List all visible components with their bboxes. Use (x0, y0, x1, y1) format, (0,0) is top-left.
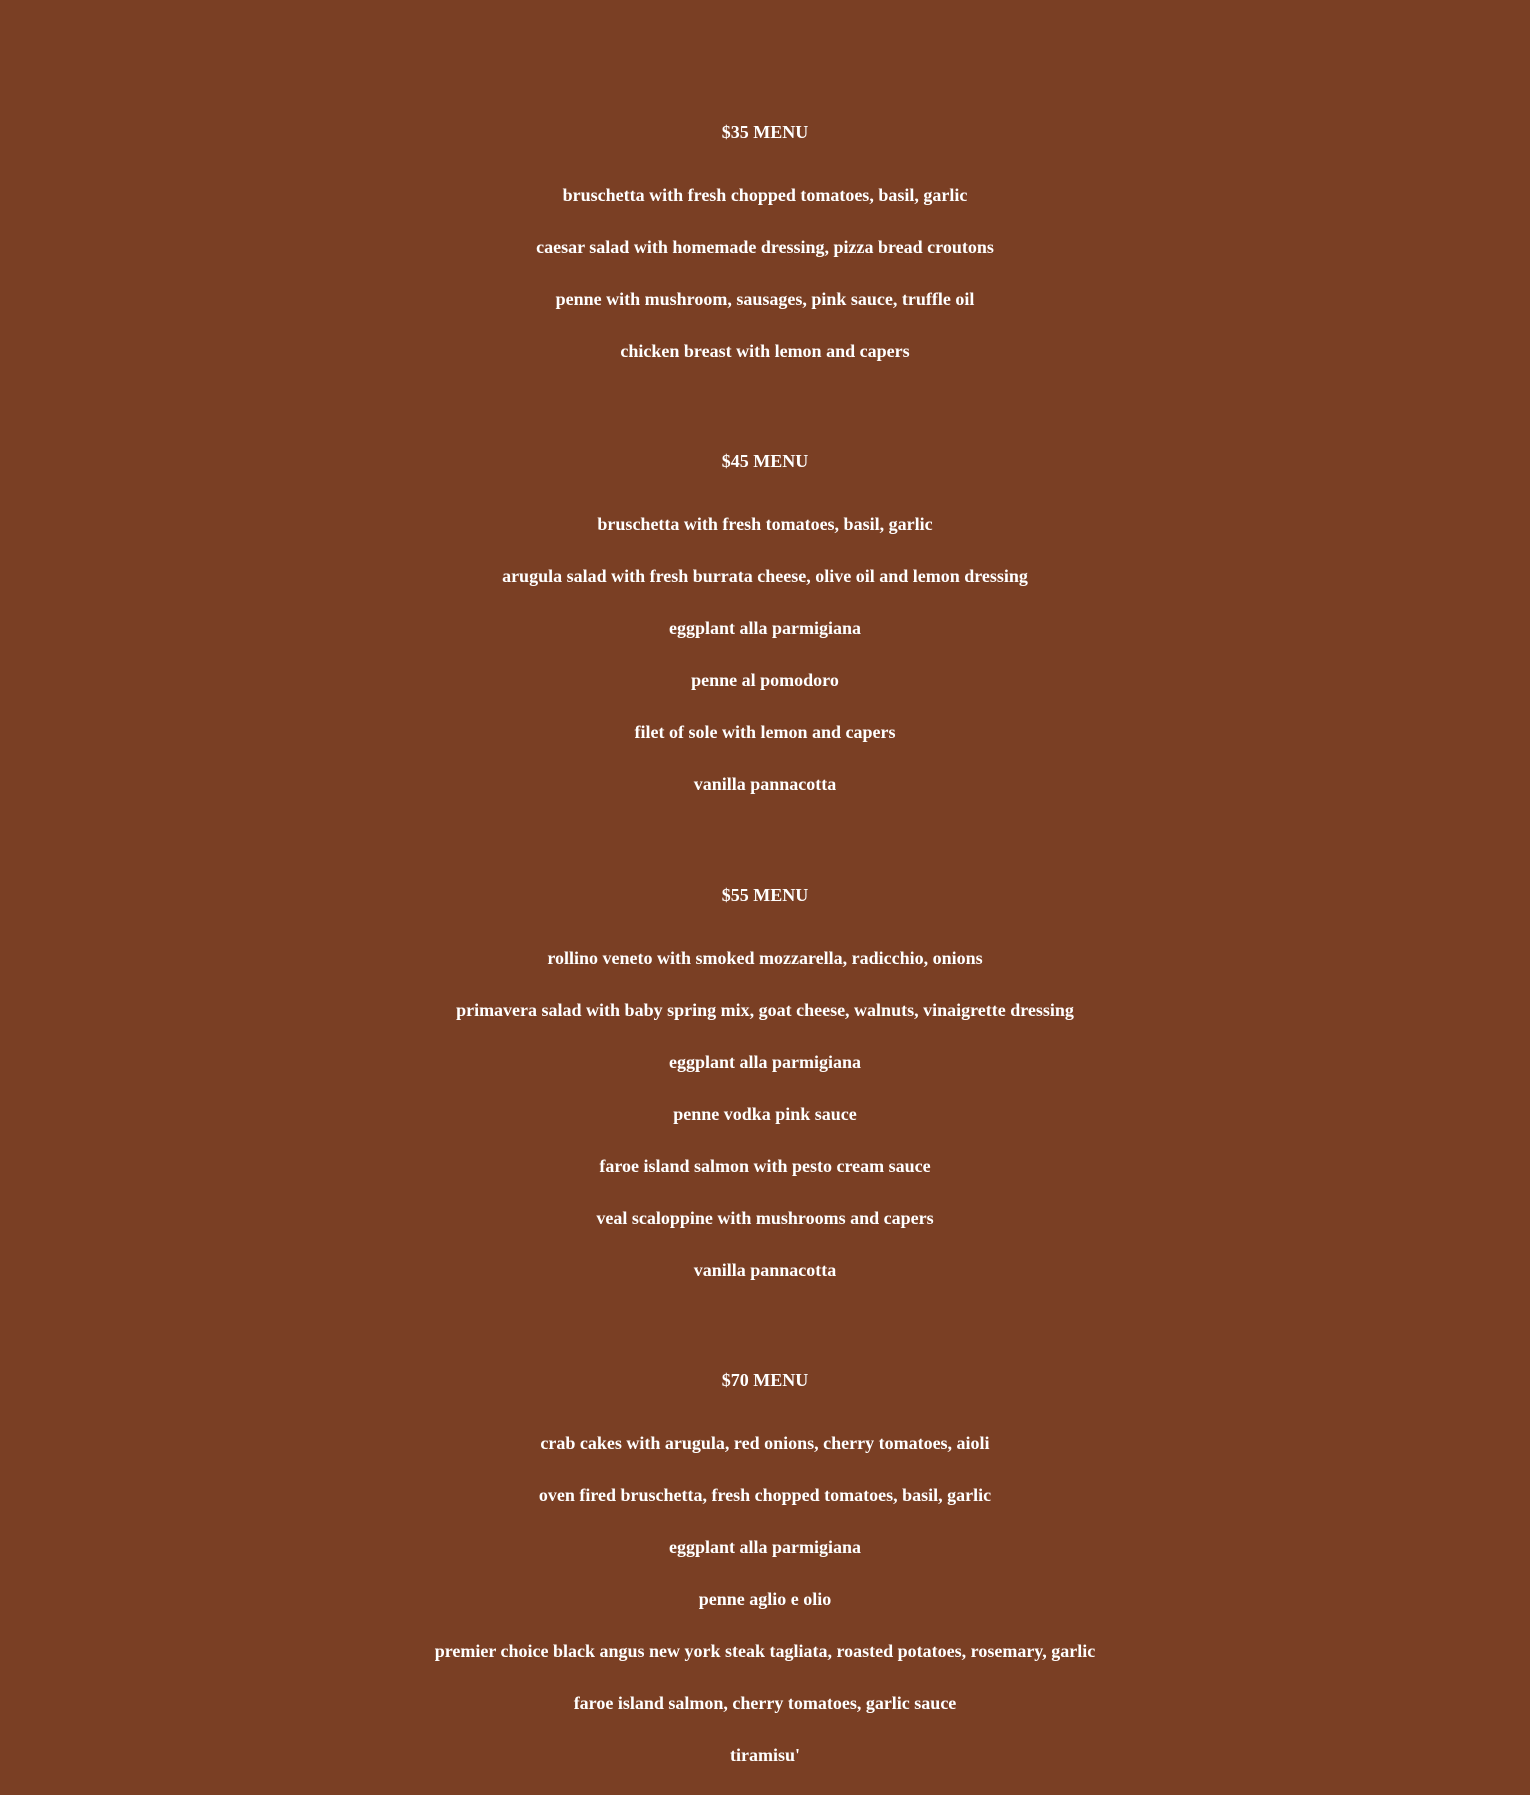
menu-item: chicken breast with lemon and capers (620, 341, 910, 361)
menu-item: rollino veneto with smoked mozzarella, radicchio, onions (547, 948, 983, 968)
menu-item: penne vodka pink sauce (673, 1104, 857, 1124)
menu-section-70 (0, 1368, 1530, 1795)
menu-item: eggplant alla parmigiana (668, 1052, 861, 1072)
menu-item: faroe island salmon, cherry tomatoes, garlic sauce (573, 1693, 957, 1713)
menu-item: tiramisu' (730, 1745, 800, 1765)
menu-title: $55 MENU (721, 885, 809, 905)
menu-item: bruschetta with fresh tomatoes, basil, garlic (597, 514, 933, 534)
menu-item: bruschetta with fresh chopped tomatoes, basil, garlic (562, 185, 968, 205)
menu-item-list (0, 512, 1530, 796)
menu-section-55 (0, 883, 1530, 1310)
menu-item-list (0, 183, 1530, 363)
menu-section-35 (0, 120, 1530, 391)
menu-item: premier choice black angus new york steak tagliata, roasted potatoes, rosemary, garlic (434, 1641, 1096, 1661)
menu-section-45 (0, 449, 1530, 824)
menu-item-list (0, 1431, 1530, 1767)
menu-item: primavera salad with baby spring mix, goat cheese, walnuts, vinaigrette dressing (456, 1000, 1074, 1020)
menu-item: filet of sole with lemon and capers (634, 722, 896, 742)
menu-item: eggplant alla parmigiana (668, 618, 861, 638)
menu-title: $45 MENU (721, 451, 809, 471)
menu-title: $35 MENU (721, 122, 809, 142)
menu-item: penne aglio e olio (698, 1589, 832, 1609)
menu-item: faroe island salmon with pesto cream sauce (599, 1156, 931, 1176)
menu-item: veal scaloppine with mushrooms and capers (596, 1208, 934, 1228)
menu-item: vanilla pannacotta (693, 1260, 837, 1280)
menu-item: penne with mushroom, sausages, pink sauce, truffle oil (555, 289, 975, 309)
menu-item: penne al pomodoro (691, 670, 839, 690)
menu-item: eggplant alla parmigiana (668, 1537, 861, 1557)
menu-item: vanilla pannacotta (693, 774, 837, 794)
menu-item: crab cakes with arugula, red onions, cherry tomatoes, aioli (540, 1433, 990, 1453)
menu-title: $70 MENU (721, 1370, 809, 1390)
menu-item-list (0, 946, 1530, 1282)
menu-item: oven fired bruschetta, fresh chopped tomatoes, basil, garlic (538, 1485, 992, 1505)
menu-item: caesar salad with homemade dressing, pizza bread croutons (536, 237, 994, 257)
menu-item: arugula salad with fresh burrata cheese, olive oil and lemon dressing (502, 566, 1028, 586)
